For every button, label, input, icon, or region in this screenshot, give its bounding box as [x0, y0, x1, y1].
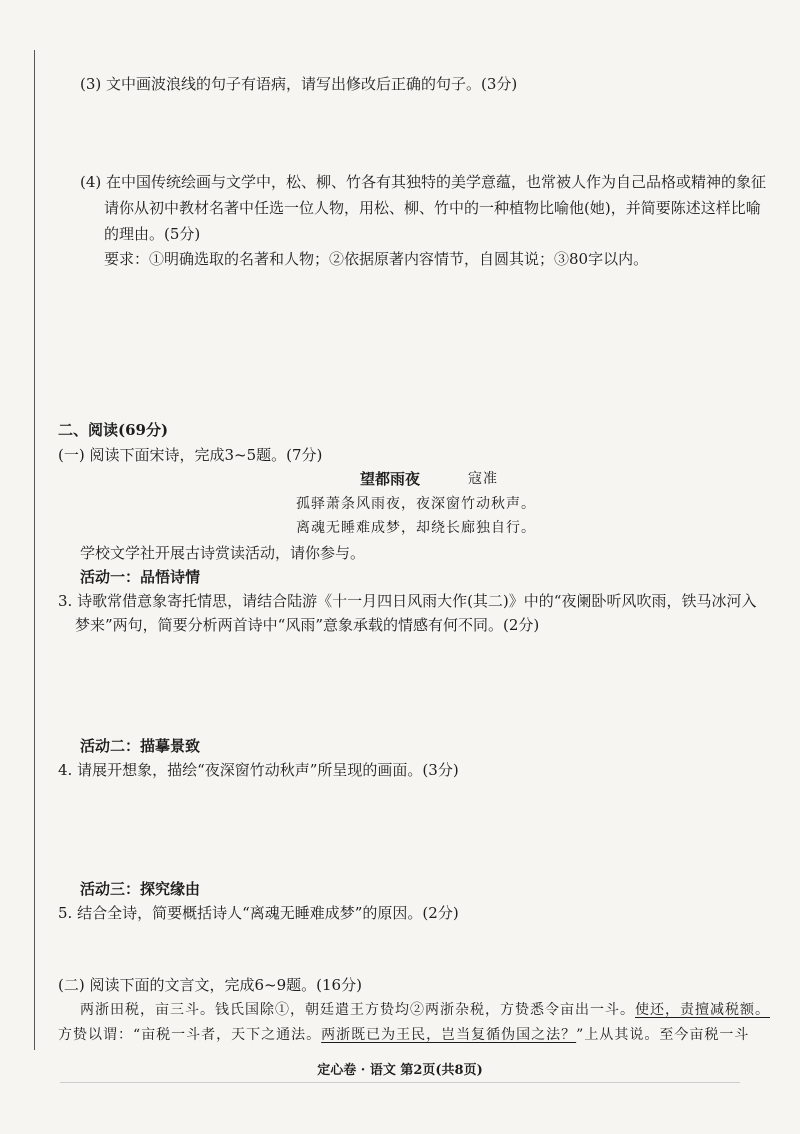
question-4: 4. 请展开想象，描绘“夜深窗竹动秋声”所呈现的画面。(3分) [58, 761, 459, 779]
question-1-4-line-1: (4) 在中国传统绘画与文学中，松、柳、竹各有其独特的美学意蕴，也常被人作为自己品格或精神的象征 [80, 173, 767, 191]
page-footer: 定心卷 · 语文 第2页(共8页) [317, 1063, 483, 1078]
question-3-line-1: 3. 诗歌常借意象寄托情思，请结合陆游《十一月四日风雨大作(其二)》中的“夜阑卧听风吹雨，铁马冰河入 [58, 592, 757, 610]
activity-1-heading: 活动一：品悟诗情 [80, 568, 201, 586]
classical-text-segment: ”上从其说。至今亩税一斗 [576, 1027, 750, 1043]
poem-line-1: 孤驿萧条风雨夜，夜深窗竹动秋声。 [296, 496, 536, 512]
footer-divider [60, 1082, 740, 1083]
poem-title: 望都雨夜 [360, 470, 421, 488]
part-2-intro: (二) 阅读下面的文言文，完成6~9题。(16分) [58, 976, 362, 994]
question-5: 5. 结合全诗，简要概括诗人“离魂无睡难成梦”的原因。(2分) [58, 904, 459, 922]
underlined-sentence: 两浙既已为王民，岂当复循伪国之法？ [321, 1027, 577, 1043]
section-2-heading: 二、阅读(69分) [58, 421, 169, 439]
classical-text-segment: 两浙田税，亩三斗。钱氏国除①，朝廷遣王方贽均②两浙杂税，方贽悉令亩出一斗。 [80, 1002, 635, 1018]
question-3-line-2: 梦来”两句，简要分析两首诗中“风雨”意象承载的情感有何不同。(2分) [75, 616, 540, 634]
question-1-4-line-2: 请你从初中教材名著中任选一位人物，用松、柳、竹中的一种植物比喻他(她)，并简要陈述这样比喻 [104, 199, 761, 217]
poem-author: 寇准 [468, 471, 498, 487]
question-1-3: (3) 文中画波浪线的句子有语病，请写出修改后正确的句子。(3分) [80, 75, 518, 93]
question-1-4-requirement: 要求：①明确选取的名著和人物；②依据原著内容情节，自圆其说；③80字以内。 [104, 250, 649, 268]
binding-margin-line [34, 50, 35, 1050]
classical-text-line-1 [80, 1000, 770, 1020]
classical-text-segment: 方贽以谓：“亩税一斗者，天下之通法。 [58, 1027, 322, 1043]
activity-intro: 学校文学社开展古诗赏读活动，请你参与。 [80, 544, 366, 562]
activity-3-heading: 活动三：探究缘由 [80, 880, 201, 898]
question-1-4-line-3: 的理由。(5分) [104, 225, 201, 243]
classical-text-line-2 [58, 1025, 749, 1045]
part-1-intro: (一) 阅读下面宋诗，完成3~5题。(7分) [58, 446, 323, 464]
activity-2-heading: 活动二：描摹景致 [80, 737, 201, 755]
poem-line-2: 离魂无睡难成梦，却绕长廊独自行。 [296, 520, 536, 536]
underlined-sentence: 使还，责擅减税额。 [635, 1002, 770, 1018]
